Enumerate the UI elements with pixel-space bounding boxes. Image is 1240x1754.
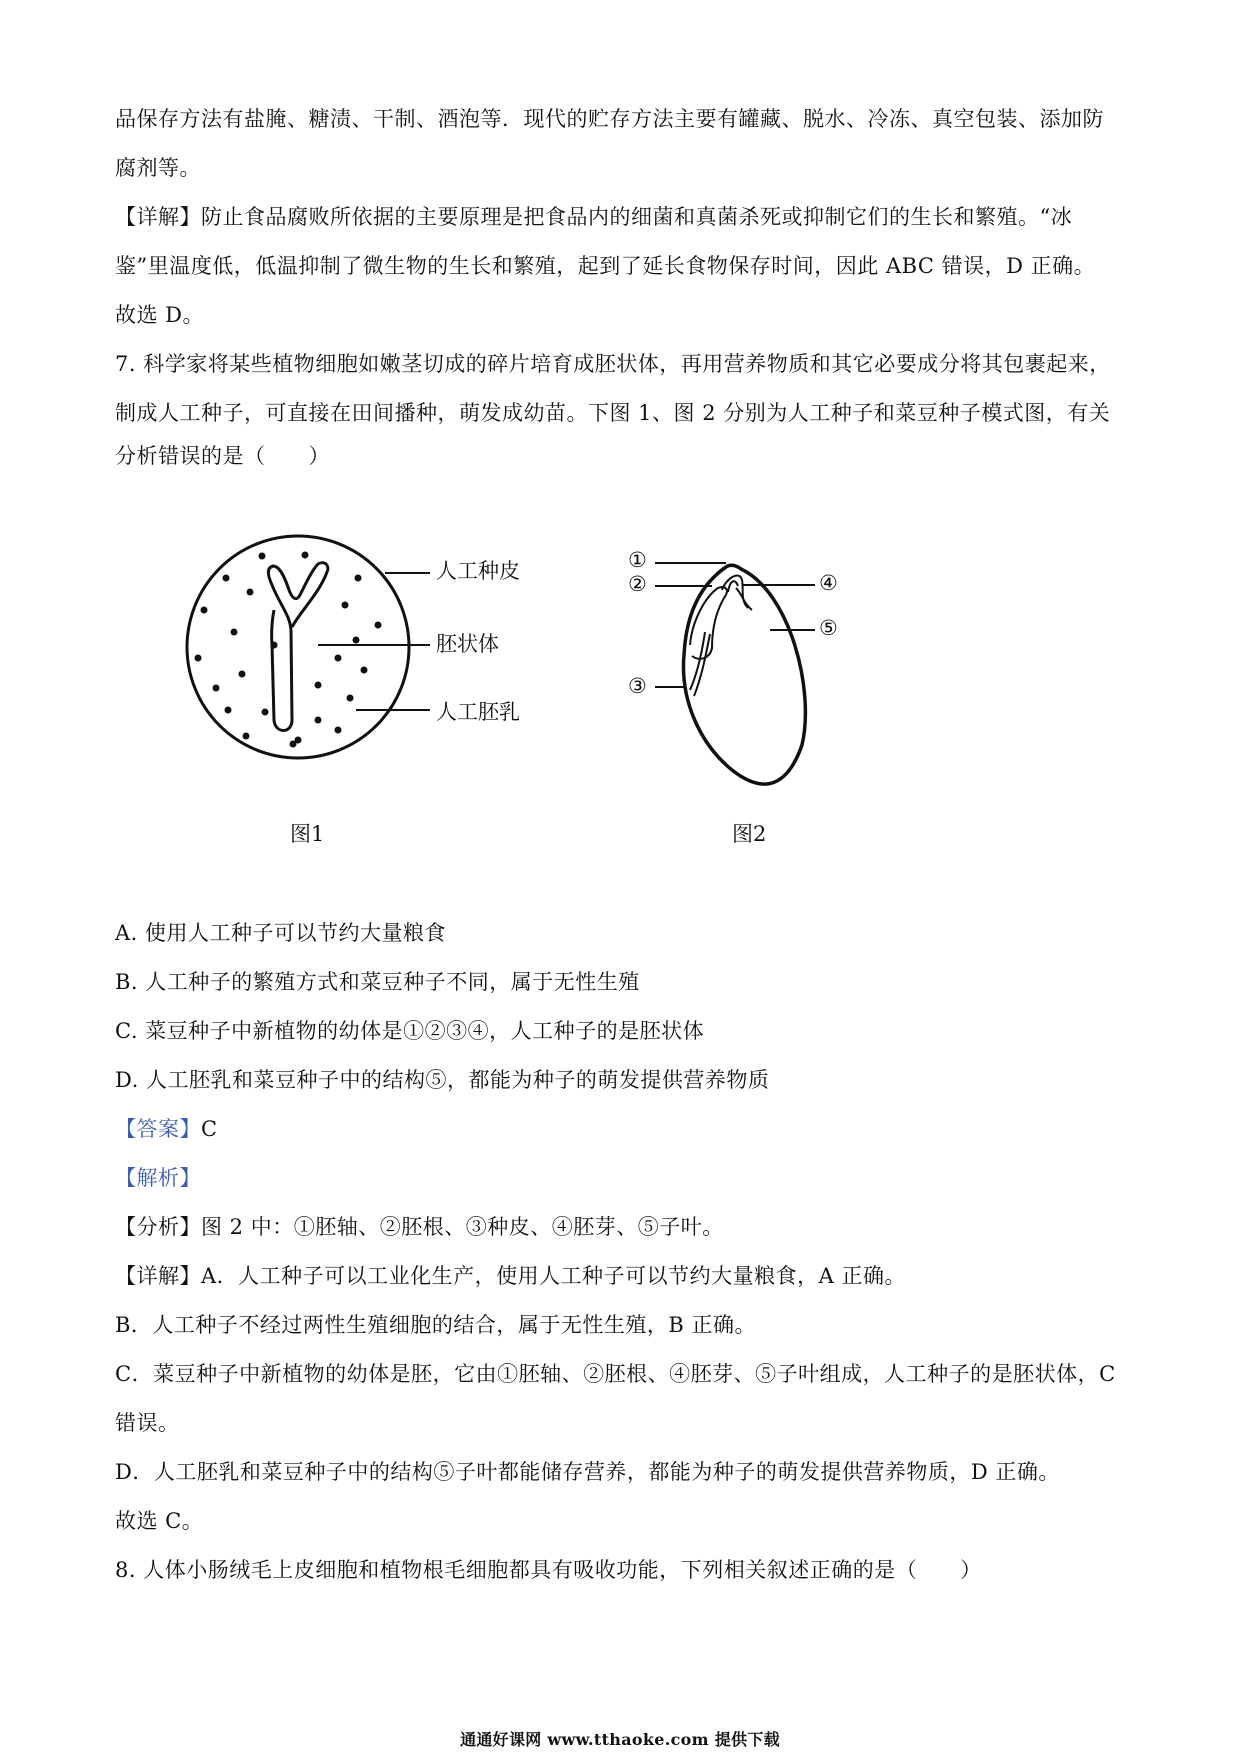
option-d: D. 人工胚乳和菜豆种子中的结构⑤，都能为种子的萌发提供营养物质: [115, 1068, 770, 1092]
marker-1: ①: [628, 548, 647, 572]
figure1-leader-lines: [318, 573, 430, 710]
answer-value: C: [201, 1117, 218, 1141]
option-c: C. 菜豆种子中新植物的幼体是①②③④，人工种子的是胚状体: [115, 1019, 705, 1043]
detail-text: 防止食品腐败所依据的主要原理是把食品内的细菌和真菌杀死或抑制它们的生长和繁殖。“冰: [201, 205, 1073, 229]
question-7-line: 制成人工种子，可直接在田间播种，萌发成幼苗。下图 1、图 2 分别为人工种子和菜豆种子模式图，有关: [115, 401, 1111, 425]
detail-tag: 【详解】: [115, 205, 201, 229]
question-7-line: 分析错误的是（ ）: [115, 444, 330, 468]
text-line: [115, 202, 1072, 232]
detail-line: D．人工胚乳和菜豆种子中的结构⑤子叶都能储存营养，都能为种子的萌发提供营养物质，D 正确。: [115, 1460, 1060, 1484]
question-8-line: 8. 人体小肠绒毛上皮细胞和植物根毛细胞都具有吸收功能，下列相关叙述正确的是（ ）: [115, 1558, 982, 1582]
option-b: B. 人工种子的繁殖方式和菜豆种子不同，属于无性生殖: [115, 970, 640, 994]
analysis-tag: 【解析】: [115, 1166, 201, 1190]
detail-line: B．人工种子不经过两性生殖细胞的结合，属于无性生殖，B 正确。: [115, 1313, 757, 1337]
detail-line: C．菜豆种子中新植物的幼体是胚，它由①胚轴、②胚根、④胚芽、⑤子叶组成，人工种子的是胚状体，C: [115, 1362, 1116, 1386]
answer-tag: 【答案】: [115, 1117, 201, 1141]
label-embryoid: 胚状体: [436, 632, 499, 656]
text-line: 腐剂等。: [115, 156, 201, 180]
question-7-line: 7. 科学家将某些植物细胞如嫩茎切成的碎片培育成胚状体，再用营养物质和其它必要成分将其包裹起来，: [115, 352, 1111, 376]
text-line: 鉴”里温度低，低温抑制了微生物的生长和繁殖，起到了延长食物保存时间，因此 ABC 错误，D 正确。: [115, 254, 1096, 278]
xiangjie-a: A．人工种子可以工业化生产，使用人工种子可以节约大量粮食，A 正确。: [201, 1264, 907, 1288]
detail-line: 错误。: [115, 1411, 180, 1435]
marker-3: ③: [628, 674, 647, 698]
option-a: A. 使用人工种子可以节约大量粮食: [115, 921, 447, 945]
seed-figures: [0, 530, 1240, 890]
detail-line: [115, 1261, 906, 1291]
marker-4: ④: [819, 571, 838, 595]
analysis-line: [115, 1212, 724, 1242]
marker-2: ②: [628, 572, 647, 596]
text-line: 故选 D。: [115, 303, 205, 327]
figure-1-caption: 图1: [290, 822, 325, 846]
fenxi-text: 图 2 中：①胚轴、②胚根、③种皮、④胚芽、⑤子叶。: [201, 1215, 724, 1239]
footer-source: 通通好课网 www.tthaoke.com 提供下载: [460, 1730, 780, 1749]
fenxi-tag: 【分析】: [115, 1215, 201, 1239]
endosperm-dots: [195, 552, 382, 748]
artificial-seed-diagram: [187, 536, 409, 758]
answer-line: [115, 1114, 218, 1144]
label-artificial-seed-coat: 人工种皮: [436, 559, 520, 583]
marker-5: ⑤: [819, 616, 838, 640]
figure-2-caption: 图2: [732, 822, 767, 846]
label-artificial-endosperm: 人工胚乳: [436, 700, 520, 724]
xiangjie-tag: 【详解】: [115, 1264, 201, 1288]
conclusion-line: 故选 C。: [115, 1509, 204, 1533]
text-line: 品保存方法有盐腌、糖渍、干制、酒泡等．现代的贮存方法主要有罐藏、脱水、冷冻、真空包装、添加防: [115, 107, 1104, 131]
